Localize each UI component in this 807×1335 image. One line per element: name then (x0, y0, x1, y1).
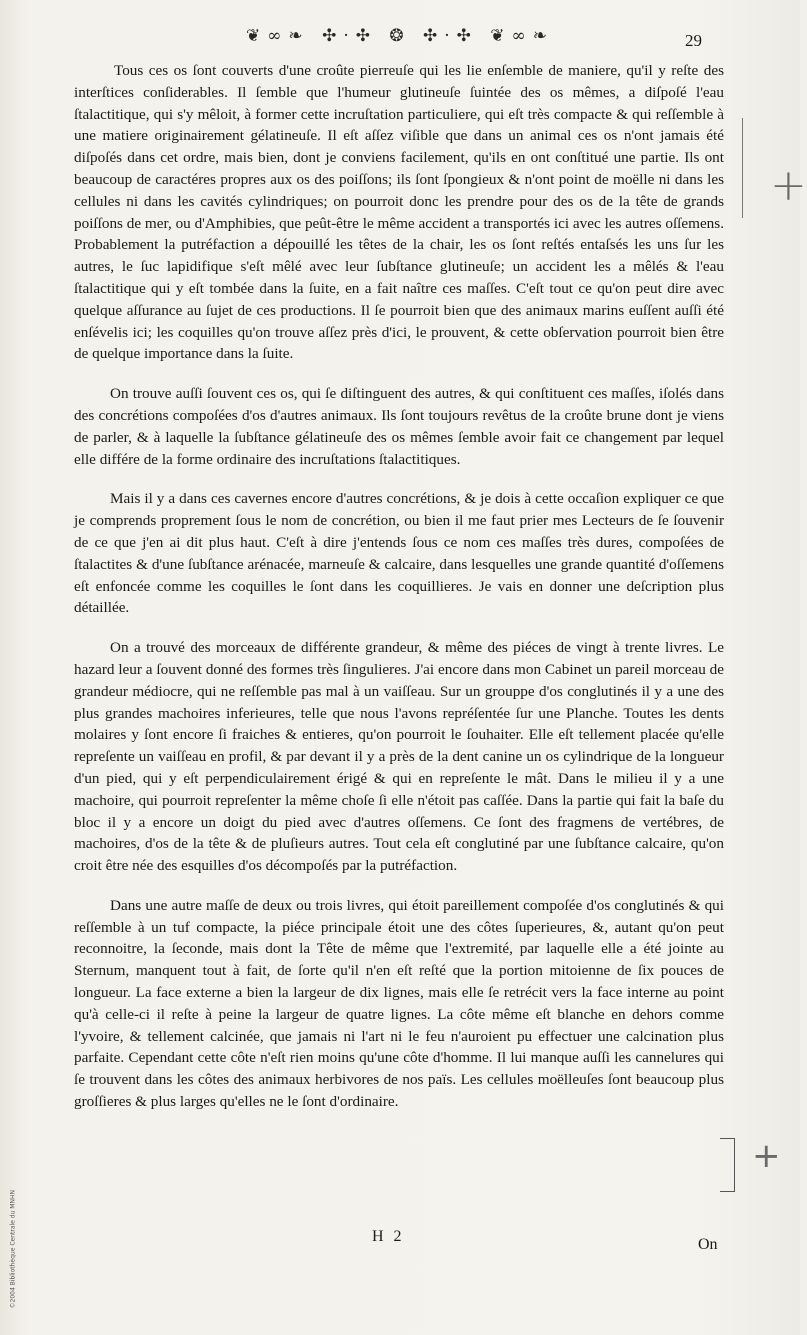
margin-bracket-top (732, 118, 743, 218)
paragraph-5: Dans une autre maſſe de deux ou trois livres, qui étoit pareillement compoſée d'os conglutinés & qui reſſemble à un tuf compacte, la piéce principale étoit une des côtes ſuperieures, &, autant qu'on peut reconnoitre, la ſeconde, mais dont la Tête de même que l'extremité, par laquelle elle a été jointe au Sternum, manquent tout à fait, de ſorte qu'il n'en eſt reſté que la portion mitoienne de ſix pouces de longueur. La face externe a bien la largeur de dix lignes, mais elle ſe retrécit vers la face interne au point qu'à celle-ci il reſte à peine la largeur de quatre lignes. La côte même eſt blanche en dehors comme l'yvoire, & tellement calcinée, que jamais ni l'art ni le feu n'auroient pu effectuer une calcination plus parfaite. Cependant cette côte n'eſt rien moins qu'une côte d'homme. Il lui manque auſſi les cannelures qui ſe trouvent dans les côtes des animaux herbivores de nos païs. Les cellules moëlleuſes ſont beaucoup plus groſſieres & plus larges qu'elles ne le ſont d'ordinaire. (74, 896, 724, 1111)
catchword: On (698, 1236, 718, 1253)
paragraph-4: On a trouvé des morceaux de différente grandeur, & même des piéces de vingt à trente livres. Le hazard leur a ſouvent donné des formes très ſingulieres. J'ai encore dans mon Cabinet un pareil morceau de grandeur médiocre, qui ne reſſemble pas mal à un vaiſſeau. Sur un grouppe d'os conglutinés il y a une des plus grandes machoires inferieures, telle que nous l'avons repréſentée ſur une Planche. Toutes les dents molaires y ſont encore ſi fraiches & entieres, qu'on pourroit le ſouhaiter. Elle eſt tellement placée qu'elle repreſente un vaiſſeau en profil, & par devant il y a près de la dent canine un os cylindrique de la longueur d'un pied, qui y eſt perpendiculairement érigé & qui en repreſente le mât. Dans le milieu il y a une machoire, qui pourroit repreſenter la même choſe ſi elle n'étoit pas caſſée. Dans la partie qui fait la baſe du bloc il y a encore un doigt du pied avec d'autres oſſemens. Ce ſont des fragmens de vertébres, de machoires, d'os de la tête & de pluſieurs autres. Tout cela eſt conglutiné par une ſubſtance calcaire, qu'on croit être née des esquilles d'os décompoſés par la putréfaction. (74, 639, 724, 875)
header-ornament: ❦∞❧ ✣·✣ ❂ ✣·✣ ❦∞❧ (246, 26, 554, 46)
body-text (74, 60, 724, 1131)
margin-cross-mark-bottom: + (752, 1136, 781, 1176)
page-number: 29 (685, 31, 702, 50)
paragraph-1: Tous ces os ſont couverts d'une croûte pierreuſe qui les lie enſemble de maniere, qu'il y reſte des interſtices conſiderables. Il ſemble que l'humeur glutineuſe ſuintée des os mêmes, a diſpoſé l'eau ſtalactitique, qui s'y mêloit, à former cette incruſtation particuliere, qui eſt très compacte & qui reſſemble à une matiere originairement gélatineuſe. Il eſt aſſez viſible que dans un animal ces os n'ont jamais été diſpoſés dans cet ordre, mais bien, dont je conviens facilement, qu'ils en ont conſtitué une partie. Ils ont beaucoup de caractéres propres aux os des poiſſons; ils ſont ſpongieux & n'ont point de moëlle ni dans les cellules ni dans les cavités cylindriques; on pourroit donc les prendre pour des os de la tête de grands poiſſons de mer, ou d'Amphibies, que peût-être le même accident a transportés ici avec les autres oſſemens. Probablement la putréfaction a dépouillé les têtes de la chair, les os ſont reſtés entaſsés les uns ſur les autres, le ſuc lapidifique s'eſt mêlé avec leur ſubſtance glutineuſe; un accident les a mêlés & l'eau ſtalactitique qui y eſt tombée dans la ſuite, en a fait naître ces maſſes. C'eſt tout ce qu'on peut dire avec quelque aſſurance au ſujet de ces productions. Il ſe pourroit bien que des animaux marins euſſent auſſi été enſévelis ici; les coquilles qu'on trouve aſſez près d'ici, le prouvent, & cette obſervation pourroit bien être de quelque importance dans la ſuite. (74, 62, 724, 363)
margin-bracket-bottom (720, 1138, 735, 1192)
margin-cross-mark-top: + (770, 160, 807, 211)
paragraph-3: Mais il y a dans ces cavernes encore d'autres concrétions, & je dois à cette occaſion expliquer ce que je comprends proprement ſous le nom de concrétion, ou bien il me faut prier mes Lecteurs de ſe ſouvenir de ce que j'en ai dit plus haut. C'eſt à dire j'entends ſous ce nom ces maſſes très dures, compoſées de ſtalactites & d'une ſubſtance arénacée, marneuſe & calcaire, dans lesquelles une grande quantité d'oſſemens eſt enfoncée comme les coquilles le ſont dans les coquillieres. Je vais en donner une deſcription plus détaillée. (74, 490, 724, 617)
paragraph-2: On trouve auſſi ſouvent ces os, qui ſe diſtinguent des autres, & qui conſtituent ces maſſes, iſolés dans des concrétions compoſées d'os d'autres animaux. Ils ſont toujours revêtus de la croûte brune dont je viens de parler, & à laquelle la ſubſtance gélatineuſe des os mêmes ſemble avoir fait ce changement par lequel elle différe de la forme ordinaire des incruſtations ſtalactitiques. (74, 385, 724, 468)
signature-mark: H 2 (372, 1228, 405, 1245)
library-stamp: ©2004 Bibliothèque Centrale du MNHN (9, 1190, 17, 1309)
